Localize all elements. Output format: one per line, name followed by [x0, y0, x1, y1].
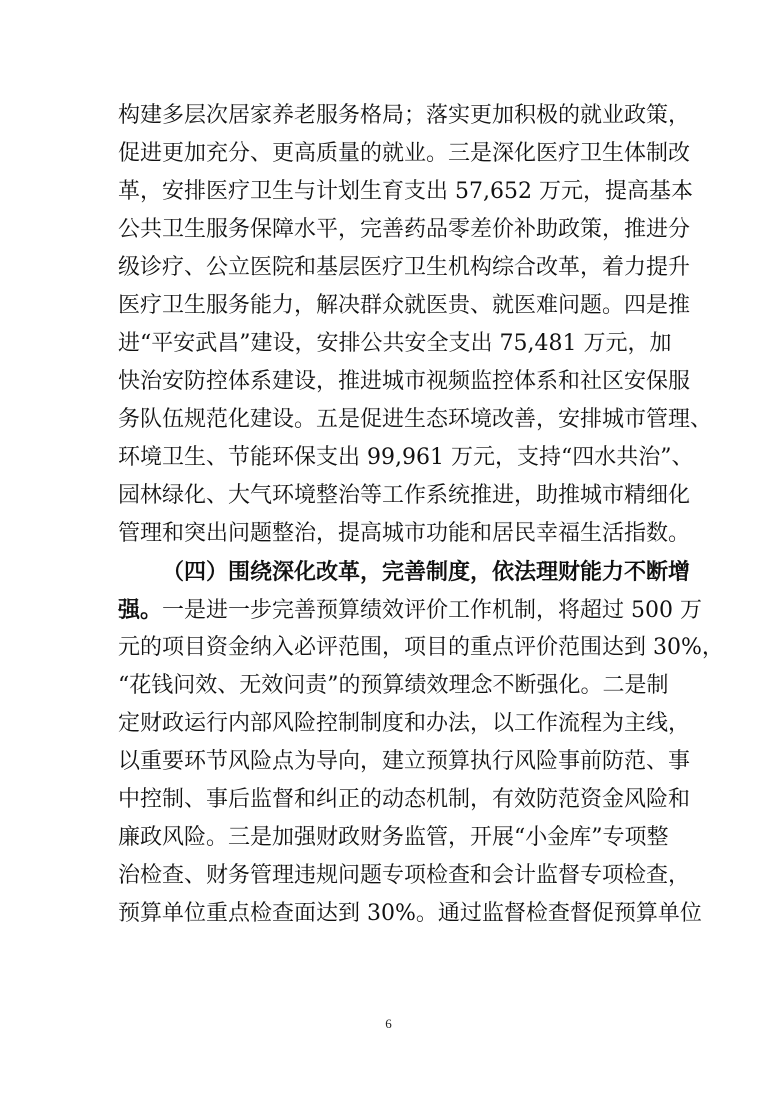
paragraph-line-12: 管理和突出问题整治，提高城市功能和居民幸福生活指数。 [118, 521, 691, 546]
section-heading: （四）围绕深化改革，完善制度，依法理财能力不断增 [162, 559, 691, 585]
paragraph-line-1: 构建多层次居家养老服务格局；落实更加积极的就业政策， [118, 103, 691, 128]
section-line-5: 定财政运行内部风险控制制度和办法，以工作流程为主线， [118, 711, 691, 736]
section-line-6: 以重要环节风险点为导向，建立预算执行风险事前防范、事 [118, 749, 691, 774]
section-line-2 [118, 591, 702, 629]
paragraph-line-10: 环境卫生、节能环保支出 99,961 万元，支持“四水共治”、 [118, 445, 694, 470]
paragraph-line-2: 促进更加充分、更高质量的就业。三是深化医疗卫生体制改 [118, 141, 691, 166]
section-line-4: “花钱问效、无效问责”的预算绩效理念不断强化。二是制 [118, 673, 669, 698]
paragraph-line-8: 快治安防控体系建设，推进城市视频监控体系和社区安保服 [118, 369, 691, 394]
paragraph-line-11: 园林绿化、大气环境整治等工作系统推进，助推城市精细化 [118, 483, 691, 508]
section-line-10: 预算单位重点检查面达到 30%。通过监督检查督促预算单位 [118, 901, 702, 926]
paragraph-line-5: 级诊疗、公立医院和基层医疗卫生机构综合改革，着力提升 [118, 255, 691, 280]
section-line-2-text: 一是进一步完善预算绩效评价工作机制，将超过 500 万 [162, 598, 702, 623]
paragraph-line-3: 革，安排医疗卫生与计划生育支出 57,652 万元，提高基本 [118, 179, 693, 204]
paragraph-line-4: 公共卫生服务保障水平，完善药品零差价补助政策，推进分 [118, 217, 691, 242]
section-line-3: 元的项目资金纳入必评范围，项目的重点评价范围达到 30%， [118, 635, 724, 660]
paragraph-line-7: 进“平安武昌”建设，安排公共安全支出 75,481 万元，加 [118, 331, 672, 356]
section-line-8: 廉政风险。三是加强财政财务监管，开展“小金库”专项整 [118, 825, 669, 850]
paragraph-line-9: 务队伍规范化建设。五是促进生态环境改善，安排城市管理、 [118, 407, 713, 432]
section-heading-end: 强。 [118, 597, 163, 623]
section-line-9: 治检查、财务管理违规问题专项检查和会计监督专项检查， [118, 863, 691, 888]
page-number: 6 [385, 1016, 392, 1031]
paragraph-line-6: 医疗卫生服务能力，解决群众就医贵、就医难问题。四是推 [118, 293, 691, 318]
section-line-7: 中控制、事后监督和纠正的动态机制，有效防范资金风险和 [118, 787, 691, 812]
